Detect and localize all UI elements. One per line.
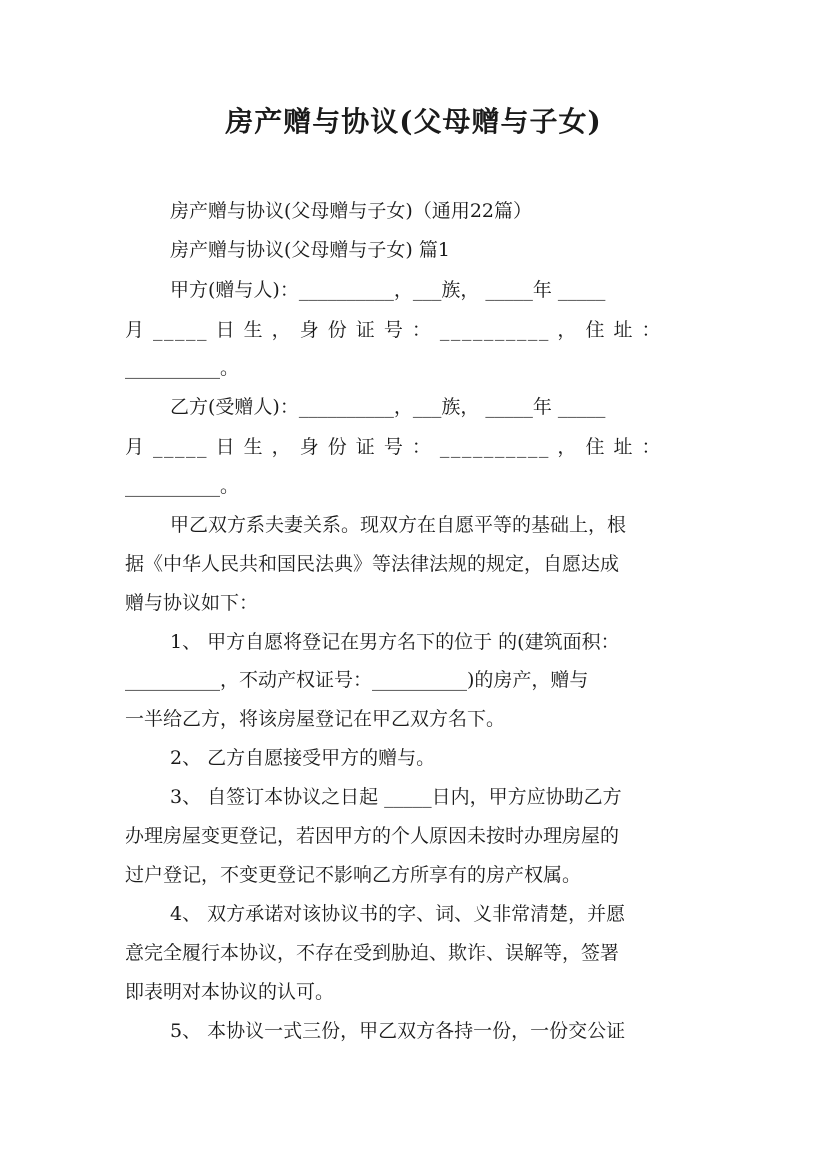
clause-3-line-2: 办理房屋变更登记，若因甲方的个人原因未按时办理房屋的 xyxy=(125,825,620,847)
clause-5-line-1: 5、 本协议一式三份，甲乙双方各持一份，一份交公证 xyxy=(170,1020,626,1042)
party-b-line-1: 乙方(受赠人)：__________，___族， _____年 _____ xyxy=(170,396,606,418)
party-b-line-3: __________。 xyxy=(125,475,240,497)
clause-1-line-1: 1、 甲方自愿将登记在男方名下的位于 的(建筑面积： xyxy=(170,631,620,653)
clause-3-line-3: 过户登记，不变更登记不影响乙方所享有的房产权属。 xyxy=(125,864,582,886)
party-a-line-1: 甲方(赠与人)：__________，___族， _____年 _____ xyxy=(170,279,606,301)
clause-4-line-3: 即表明对本协议的认可。 xyxy=(125,981,335,1003)
paragraph-intro-line-1: 甲乙双方系夫妻关系。现双方在自愿平等的基础上，根 xyxy=(170,514,627,536)
party-a-line-2: 月 _____ 日 生 ， 身 份 证 号 ： __________ ， 住 址 ： xyxy=(125,319,663,341)
paragraph-intro-line-2: 据《中华人民共和国民法典》等法律法规的规定，自愿达成 xyxy=(125,553,620,575)
clause-4-line-1: 4、 双方承诺对该协议书的字、词、义非常清楚，并愿 xyxy=(170,903,626,925)
subtitle-line: 房产赠与协议(父母赠与子女)（通用22篇） xyxy=(170,200,533,222)
clause-4-line-2: 意完全履行本协议，不存在受到胁迫、欺诈、误解等，签署 xyxy=(125,942,620,964)
clause-1-line-3: 一半给乙方，将该房屋登记在甲乙双方名下。 xyxy=(125,708,506,730)
document-title: 房产赠与协议(父母赠与子女) xyxy=(225,105,602,138)
party-a-line-3: __________。 xyxy=(125,357,240,379)
clause-2-line-1: 2、 乙方自愿接受甲方的赠与。 xyxy=(170,747,436,769)
clause-3-line-1: 3、 自签订本协议之日起 _____日内，甲方应协助乙方 xyxy=(170,786,622,808)
party-b-line-2: 月 _____ 日 生 ， 身 份 证 号 ： __________ ， 住 址 ： xyxy=(125,436,663,458)
section-heading: 房产赠与协议(父母赠与子女) 篇1 xyxy=(170,239,450,261)
paragraph-intro-line-3: 赠与协议如下： xyxy=(125,592,259,614)
clause-1-line-2: __________，不动产权证号：__________)的房产，赠与 xyxy=(125,669,589,691)
